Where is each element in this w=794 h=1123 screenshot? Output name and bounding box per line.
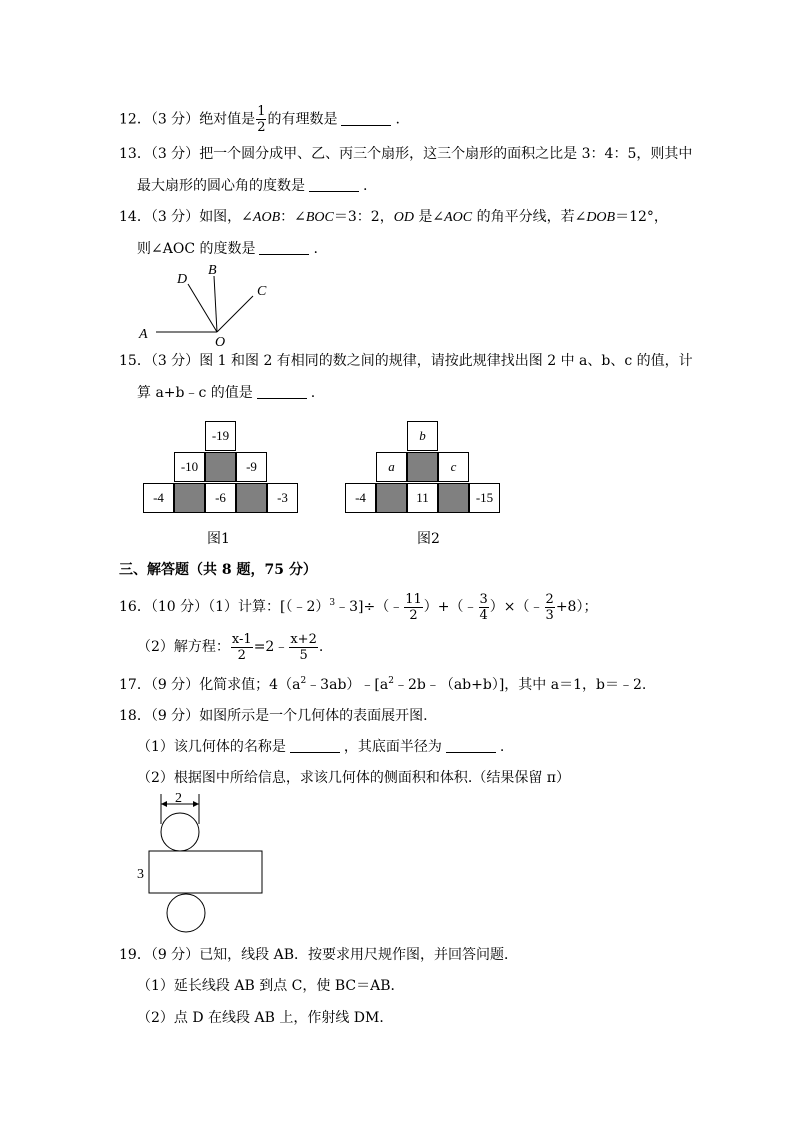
fraction: $\frac{11}{2}$ (405, 591, 422, 623)
question-18-part2: （2）根据图中所给信息，求该几何体的侧面积和体积.（结果保留 π） (137, 770, 571, 786)
cell-shaded (376, 483, 407, 513)
question-17: 17．（9 分）化简求值；$4(a^2﹣3ab)﹣[a^2﹣2b﹣(ab+b)]$，其中 a＝1，b＝﹣2. (119, 676, 647, 693)
question-13-line2: 最大扇形的圆心角的度数是 . (137, 178, 368, 194)
height-label: 3 (137, 867, 144, 882)
question-14: 14．（3 分）如图，∠AOB：∠BOC＝3：2，OD 是∠AOC 的角平分线，若∠DOB＝12°， (119, 209, 668, 225)
fraction: $\frac{2}{3}$ (545, 591, 554, 623)
arrowhead-left (161, 801, 167, 807)
figure-1-caption: 图1 (207, 531, 230, 547)
label-o: O (215, 335, 226, 348)
fraction-one-half: $\frac{1}{2}$ (257, 104, 266, 135)
section-heading: 三、解答题（共 8 题，75 分） (119, 562, 317, 578)
answer-blank (257, 398, 307, 399)
label-c: C (257, 284, 267, 299)
answer-blank (309, 191, 359, 192)
question-14-line2: 则∠AOC 的度数是 . (137, 241, 318, 257)
cylinder-net-figure (130, 790, 270, 936)
lateral-rectangle (149, 851, 262, 893)
question-19-part1: （1）延长线段 AB 到点 C，使 BC＝AB． (137, 978, 405, 994)
question-16-part2: （2）解方程： $\frac{x-1}{2}$ =2﹣ $\frac{x+2}{5}$ . (137, 631, 324, 663)
cell-mid-right: -9 (236, 452, 267, 482)
question-19: 19．（9 分）已知，线段 AB．按要求用尺规作图，并回答问题． (119, 947, 519, 963)
top-circle (161, 813, 199, 851)
label-b: B (208, 263, 217, 278)
figure-2-grid (345, 421, 502, 514)
label-a: A (139, 327, 148, 342)
cell-shaded (438, 483, 469, 513)
question-16: 16．（10 分）（1）计算：[（﹣2）$^3$﹣3]÷（﹣ $\frac{11}{2}$ ）+（﹣ $\frac{3}{4}$ ）×（﹣ $\frac{2}{3}$ +8）； (119, 591, 598, 623)
figure-1-grid (143, 421, 300, 514)
fraction: $\frac{3}{4}$ (479, 591, 488, 623)
cell-shaded (236, 483, 267, 513)
cell-top: -19 (205, 421, 236, 451)
width-label: 2 (175, 791, 182, 806)
angle-figure (130, 262, 280, 348)
arrowhead-right (193, 801, 199, 807)
question-13: 13．（3 分）把一个圆分成甲、乙、丙三个扇形，这三个扇形的面积之比是 3：4：5，则其中 (119, 146, 693, 162)
cell-bot-center: -6 (205, 483, 236, 513)
question-15: 15．（3 分）图 1 和图 2 有相同的数之间的规律，请按此规律找出图 2 中 a、b、c 的值，计 (119, 353, 693, 369)
ray-od (188, 284, 217, 332)
answer-blank (259, 254, 309, 255)
cell-bot-left: -4 (143, 483, 174, 513)
ray-oc (217, 296, 253, 332)
bottom-circle (167, 894, 205, 932)
question-15-line2: 算 a+b﹣c 的值是 . (137, 385, 316, 401)
cell-mid-left: a (376, 452, 407, 482)
figure-2-caption: 图2 (417, 531, 440, 547)
question-12: 12．（3 分）绝对值是 $\frac{1}{2}$ 的有理数是 . (119, 104, 400, 135)
cell-shaded (205, 452, 236, 482)
cell-top: b (407, 421, 438, 451)
question-19-part2: （2）点 D 在线段 AB 上，作射线 DM． (137, 1010, 394, 1026)
ray-ob (214, 276, 217, 332)
answer-blank (446, 752, 496, 753)
cell-mid-left: -10 (174, 452, 205, 482)
answer-blank (290, 752, 340, 753)
cell-shaded (174, 483, 205, 513)
cell-shaded (407, 452, 438, 482)
question-18: 18．（9 分）如图所示是一个几何体的表面展开图. (119, 708, 428, 724)
fraction: $\frac{x-1}{2}$ (231, 631, 252, 663)
cell-bot-center: 11 (407, 483, 438, 513)
answer-blank (341, 125, 391, 126)
fraction: $\frac{x+2}{5}$ (290, 631, 317, 663)
cell-mid-right: c (438, 452, 469, 482)
label-d: D (177, 272, 188, 287)
question-18-part1: （1）该几何体的名称是 ，其底面半径为 . (137, 739, 505, 755)
cell-bot-right: -3 (267, 483, 298, 513)
cell-bot-left: -4 (345, 483, 376, 513)
cell-bot-right: -15 (469, 483, 500, 513)
